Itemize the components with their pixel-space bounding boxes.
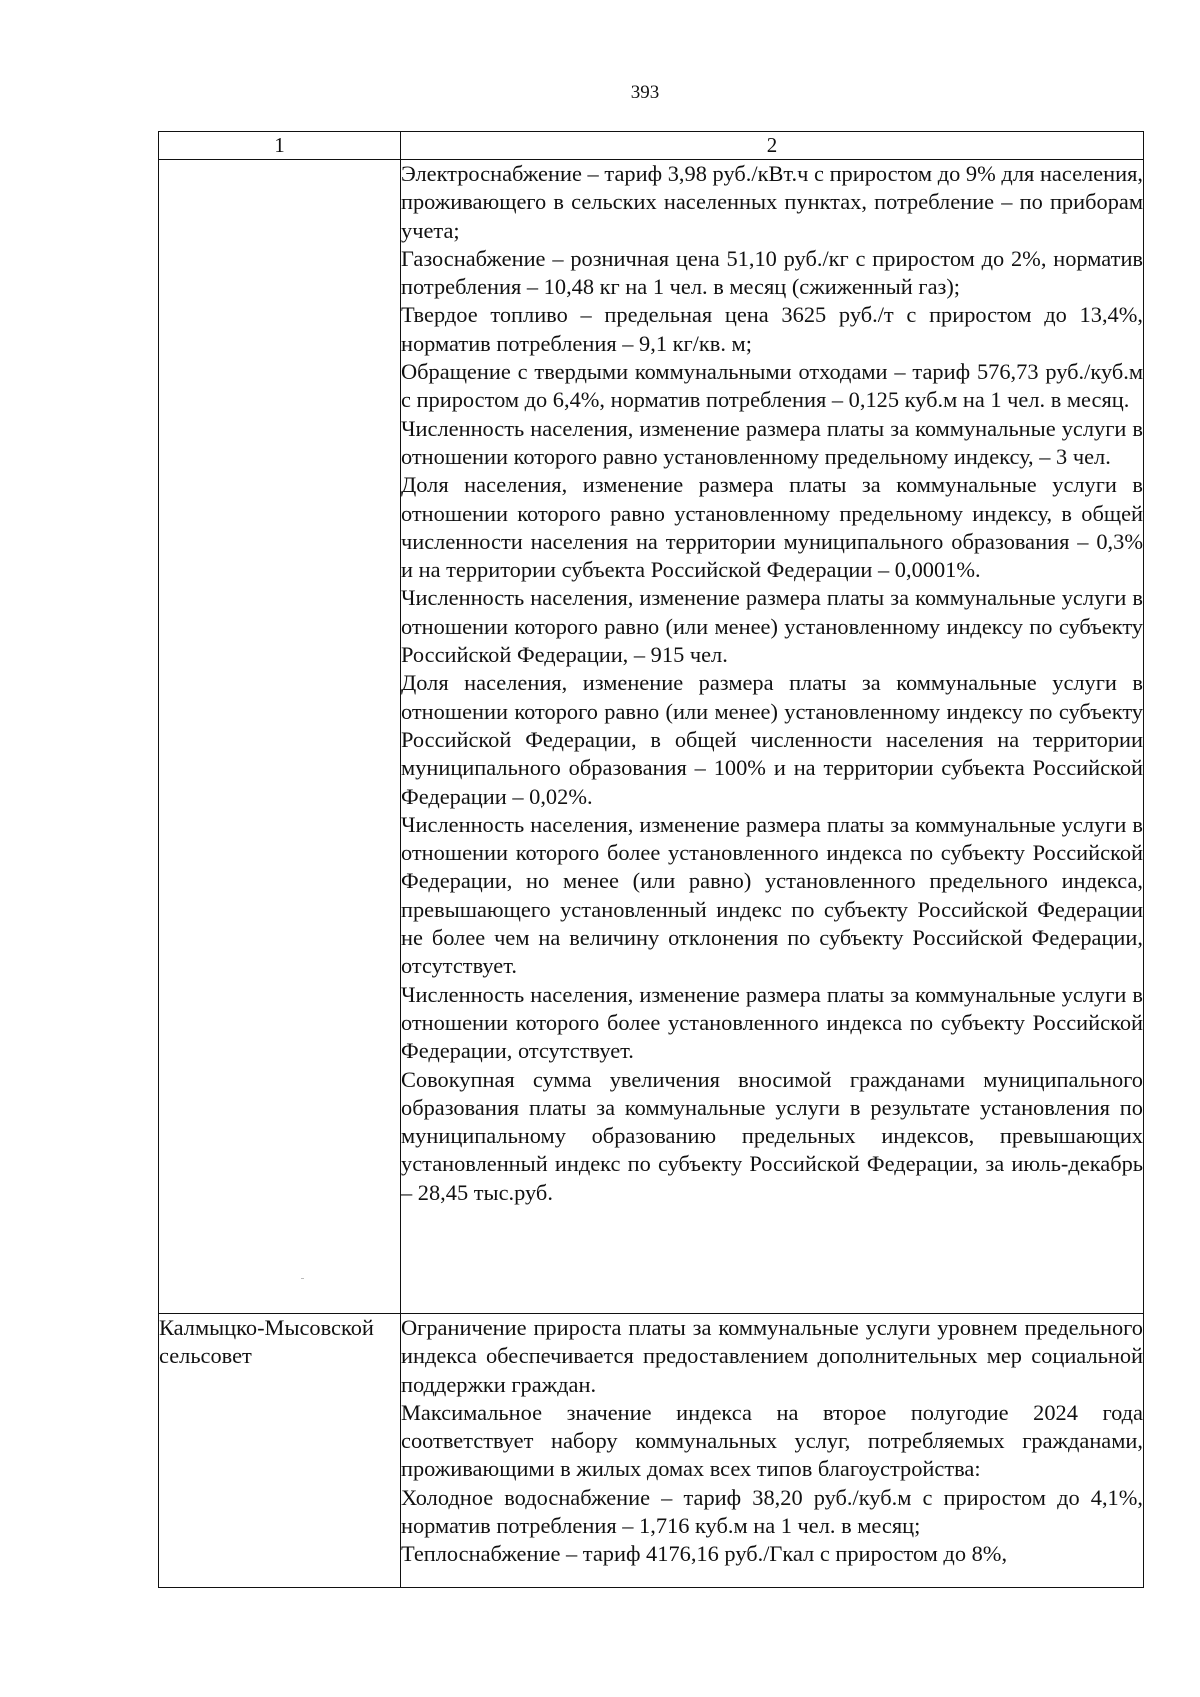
- column-header-1: 1: [159, 132, 401, 160]
- table-header-row: [159, 132, 1144, 160]
- table-row: [159, 1314, 1144, 1588]
- paragraph-share-equal-limit: Доля населения, изменение размера платы за коммунальные услуги в отношении которого равно установленному предельному индексу, в общей численности населения на территории муниципального образования – 0,3% и на территории субъекта Российской Федерации – 0,0001%.: [401, 472, 1143, 583]
- column-header-2: 2: [401, 132, 1144, 160]
- page-number: 393: [630, 82, 660, 103]
- paragraph-limit-restriction: Ограничение прироста платы за коммунальные услуги уровнем предельного индекса обеспечивается предоставлением дополнительных мер социальной поддержки граждан.: [401, 1315, 1143, 1397]
- paragraph-total-increase: Совокупная сумма увеличения вносимой гражданами муниципального образования платы за коммунальные услуги в результате установления по муниципальному образованию предельных индексов, превышающих установленный индекс по субъекту Российской Федерации, за июль-декабрь – 28,45 тыс.руб.: [401, 1066, 1143, 1205]
- paragraph-gas: Газоснабжение – розничная цена 51,10 руб./кг с приростом до 2%, норматив потребления – 10,48 кг на 1 чел. в месяц (сжиженный газ);: [401, 245, 1143, 300]
- paragraph-max-index: Максимальное значение индекса на второе полугодие 2024 года соответствует набору коммунальных услуг, потребляемых гражданами, проживающими в жилых домах всех типов благоустройства:: [401, 1399, 1143, 1482]
- paragraph-population-equal-limit: Численность населения, изменение размера платы за коммунальные услуги в отношении которого равно установленному предельному индексу, – 3 чел.: [401, 415, 1143, 469]
- description-cell: [401, 1314, 1144, 1588]
- description-cell: [401, 160, 1144, 1314]
- paragraph-population-below-index: Численность населения, изменение размера платы за коммунальные услуги в отношении которого равно (или менее) установленному индексу по субъекту Российской Федерации, – 915 чел.: [401, 585, 1143, 668]
- paragraph-heating: Теплоснабжение – тариф 4176,16 руб./Гкал с приростом до 8%,: [401, 1541, 1008, 1567]
- municipality-cell: Калмыцко-Мысовской сельсовет: [159, 1314, 401, 1588]
- paragraph-solid-fuel: Твердое топливо – предельная цена 3625 руб./т с приростом до 13,4%, норматив потребления – 9,1 кг/кв. м;: [401, 302, 1143, 356]
- paragraph-population-above-index: Численность населения, изменение размера платы за коммунальные услуги в отношении которого более установленного индекса по субъекту Российской Федерации, отсутствует.: [401, 981, 1143, 1064]
- tariff-table: [158, 131, 1144, 1588]
- scan-speck: [301, 1278, 304, 1279]
- paragraph-cold-water: Холодное водоснабжение – тариф 38,20 руб./куб.м с приростом до 4,1%, норматив потребления – 1,716 куб.м на 1 чел. в месяц;: [401, 1484, 1143, 1539]
- paragraph-population-between-indices: Численность населения, изменение размера платы за коммунальные услуги в отношении которого более установленного индекса по субъекту Российской Федерации, но менее (или равно) установленного предельного индекса, превышающего установленный индекс по субъекту Российской Федерации не более чем на величину отклонения по субъекту Российской Федерации, отсутствует.: [401, 811, 1143, 979]
- table-row: [159, 160, 1144, 1314]
- paragraph-share-below-index: Доля населения, изменение размера платы за коммунальные услуги в отношении которого равно (или менее) установленному индексу по субъекту Российской Федерации, в общей численности населения на территории муниципального образования – 100% и на территории субъекта Российской Федерации – 0,02%.: [401, 670, 1143, 809]
- municipality-cell: [159, 160, 401, 1314]
- paragraph-solid-waste: Обращение с твердыми коммунальными отходами – тариф 576,73 руб./куб.м с приростом до 6,4%, норматив потребления – 0,125 куб.м на 1 чел. в месяц.: [401, 359, 1143, 413]
- paragraph-electricity: Электроснабжение – тариф 3,98 руб./кВт.ч с приростом до 9% для населения, проживающего в сельских населенных пунктах, потребление – по приборам учета;: [401, 161, 1143, 243]
